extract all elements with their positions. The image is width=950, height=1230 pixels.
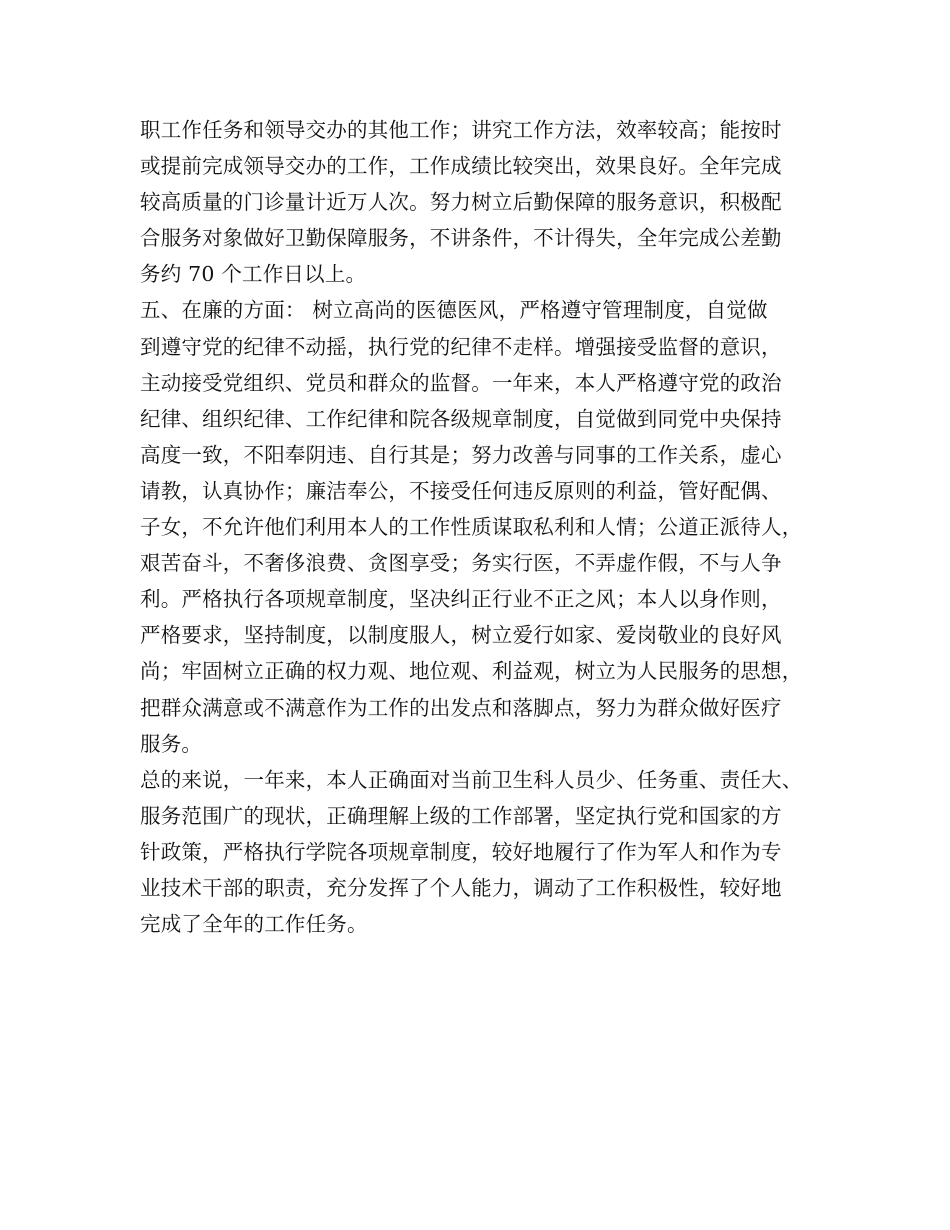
text-line: 较高质量的门诊量计近万人次。努力树立后勤保障的服务意识，积极配 — [140, 190, 782, 215]
text-line: 尚；牢固树立正确的权力观、地位观、利益观，树立为人民服务的思想， — [140, 659, 803, 684]
text-line: 完成了全年的工作任务。 — [140, 912, 368, 937]
text-line: 到遵守党的纪律不动摇，执行党的纪律不走样。增强接受监督的意识， — [140, 334, 782, 359]
text-line: 利。严格执行各项规章制度，坚决纠正行业不正之风；本人以身作则， — [140, 587, 782, 612]
text-line: 把群众满意或不满意作为工作的出发点和落脚点，努力为群众做好医疗 — [140, 695, 782, 720]
text-line: 业技术干部的职责，充分发挥了个人能力，调动了工作积极性，较好地 — [140, 875, 782, 900]
text-line: 严格要求，坚持制度，以制度服人，树立爱行如家、爱岗敬业的良好风 — [140, 623, 782, 648]
summary-paragraph-line: 总的来说，一年来，本人正确面对当前卫生科人员少、任务重、责任大、 — [140, 767, 803, 792]
text-line: 务约 70 个工作日以上。 — [140, 262, 367, 287]
text-line: 针政策，严格执行学院各项规章制度，较好地履行了作为军人和作为专 — [140, 839, 782, 864]
text-line: 主动接受党组织、党员和群众的监督。一年来，本人严格遵守党的政治 — [140, 370, 782, 395]
text-line: 职工作任务和领导交办的其他工作；讲究工作方法，效率较高；能按时 — [140, 118, 782, 142]
text-line: 请教，认真协作；廉洁奉公，不接受任何违反原则的利益，管好配偶、 — [140, 478, 782, 503]
text-line: 子女，不允许他们利用本人的工作性质谋取私利和人情；公道正派待人， — [140, 515, 803, 540]
section-heading-line: 五、在廉的方面： 树立高尚的医德医风，严格遵守管理制度，自觉做 — [140, 298, 768, 323]
text-line: 或提前完成领导交办的工作，工作成绩比较突出，效果良好。全年完成 — [140, 154, 782, 179]
text-line: 艰苦奋斗，不奢侈浪费、贪图享受；务实行医，不弄虚作假，不与人争 — [140, 551, 782, 576]
text-line: 服务。 — [140, 731, 203, 756]
text-line: 高度一致，不阳奉阴违、自行其是；努力改善与同事的工作关系，虚心 — [140, 442, 782, 467]
text-line: 纪律、组织纪律、工作纪律和院各级规章制度，自觉做到同党中央保持 — [140, 406, 782, 431]
document-body — [140, 112, 825, 942]
text-line: 服务范围广的现状，正确理解上级的工作部署，坚定执行党和国家的方 — [140, 803, 782, 828]
text-line: 合服务对象做好卫勤保障服务，不讲条件，不计得失，全年完成公差勤 — [140, 226, 782, 251]
